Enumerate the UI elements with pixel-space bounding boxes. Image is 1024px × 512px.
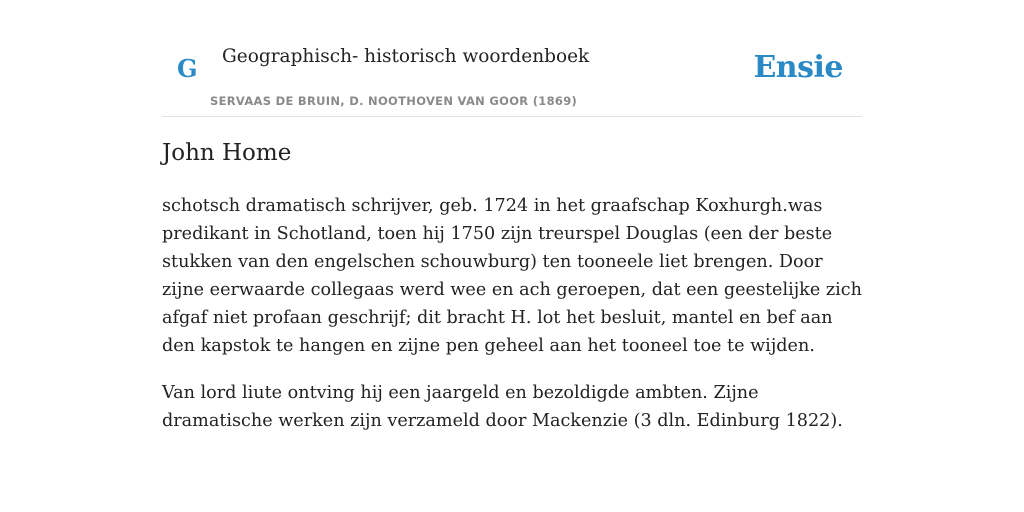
entry-paragraph: schotsch dramatisch schrijver, geb. 1724 in het graafschap Koxhurgh.was predikant in Schotland, toen hij 1750 zijn treurspel Douglas (een der beste stukken van den engelschen schouwburg) ten tooneele liet brengen. Door zijne eerwaarde collegaas werd wee en ach geroepen, dat een geestelijke zich afgaf niet profaan geschrijf; dit bracht H. lot het besluit, mantel en bef aan den kapstok te hangen en zijne pen geheel aan het tooneel toe te wijden. — [162, 196, 862, 356]
book-header — [162, 0, 862, 117]
entry-paragraph: Van lord liute ontving hij een jaargeld en bezoldigde ambten. Zijne dramatische werken zijn verzameld door Mackenzie (3 dln. Edinburg 1822). — [162, 383, 843, 431]
book-letter-icon[interactable]: G — [177, 54, 198, 83]
ensie-logo-link[interactable]: Ensie — [753, 50, 843, 85]
book-title-link[interactable]: Geographisch- historisch woordenboek — [222, 46, 590, 67]
entry-title: John Home — [162, 140, 292, 166]
article-page — [162, 0, 862, 431]
book-authors: SERVAAS DE BRUIN, D. NOOTHOVEN VAN GOOR (1869) — [210, 94, 578, 108]
entry-body — [162, 192, 862, 454]
